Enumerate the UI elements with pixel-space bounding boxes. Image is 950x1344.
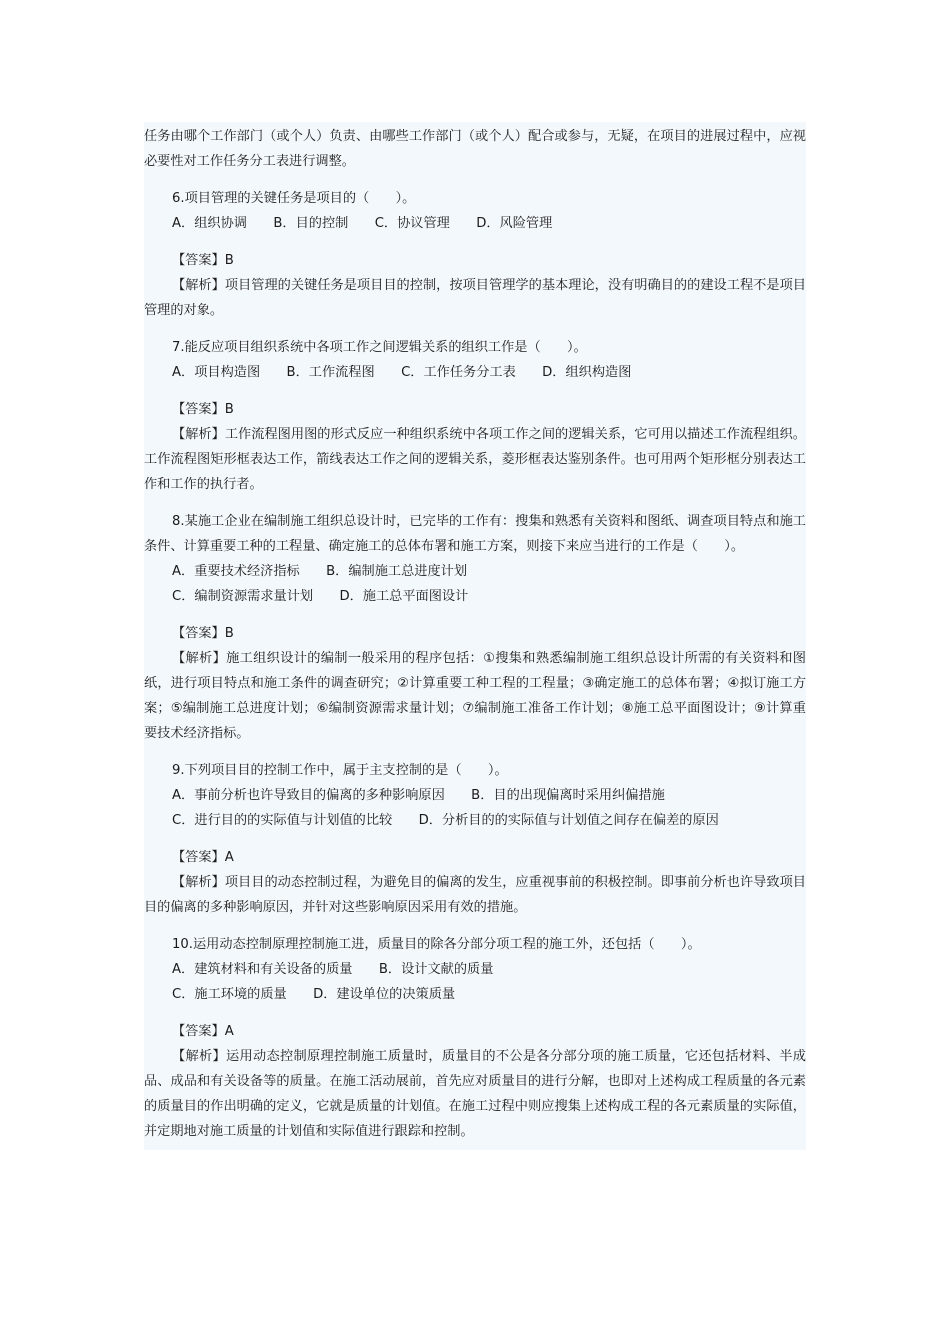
option-line: C．施工环境的质量 D．建设单位的决策质量 (172, 987, 456, 1002)
option-line: A．项目构造图 B．工作流程图 C．工作任务分工表 D．组织构造图 (172, 365, 632, 380)
option-line: A．事前分析也许导致目的偏离的多种影响原因 B．目的出现偏离时采用纠偏措施 (172, 788, 665, 803)
option-line: A．重要技术经济指标 B．编制施工总进度计划 (172, 564, 468, 579)
question-stem: 6.项目管理的关键任务是项目的（ ）。 (172, 191, 416, 206)
question-8 (144, 509, 806, 746)
option-line: C．编制资源需求量计划 D．施工总平面图设计 (172, 589, 469, 604)
answer-line: 【答案】B (172, 402, 234, 417)
question-10 (144, 932, 806, 1144)
question-stem: 9.下列项目目的控制工作中，属于主支控制的是（ ）。 (172, 763, 508, 778)
answer-line: 【答案】A (172, 850, 234, 865)
question-7 (144, 335, 806, 497)
analysis-paragraph: 【解析】项目管理的关键任务是项目目的控制，按项目管理学的基本理论，没有明确目的的建设工程不是项目管理的对象。 (144, 278, 806, 318)
question-stem: 7.能反应项目组织系统中各项工作之间逻辑关系的组织工作是（ ）。 (172, 340, 587, 355)
analysis-paragraph: 【解析】项目目的动态控制过程，为避免目的偏离的发生，应重视事前的积极控制。即事前分析也许导致项目目的偏离的多种影响原因，并针对这些影响原因采用有效的措施。 (144, 875, 806, 915)
analysis-paragraph: 【解析】运用动态控制原理控制施工质量时，质量目的不公是各分部分项的施工质量，它还包括材料、半成品、成品和有关设备等的质量。在施工活动展前，首先应对质量目的进行分解，也即对上述构成工程质量的各元素的质量目的作出明确的定义，它就是质量的计划值。在施工过程中则应搜集上述构成工程的各元素质量的实际值，并定期地对施工质量的计划值和实际值进行跟踪和控制。 (144, 1049, 806, 1139)
intro-paragraph: 任务由哪个工作部门（或个人）负责、由哪些工作部门（或个人）配合或参与，无疑，在项目的进展过程中，应视必要性对工作任务分工表进行调整。 (144, 129, 806, 169)
analysis-paragraph: 【解析】施工组织设计的编制一般采用的程序包括：①搜集和熟悉编制施工组织总设计所需的有关资料和图纸，进行项目特点和施工条件的调查研究；②计算重要工种工程的工程量；③确定施工的总体布署；④拟订施工方案；⑤编制施工总进度计划；⑥编制资源需求量计划；⑦编制施工准备工作计划；⑧施工总平面图设计；⑨计算重要技术经济指标。 (144, 651, 806, 741)
question-stem: 10.运用动态控制原理控制施工进，质量目的除各分部分项工程的施工外，还包括（ ）。 (172, 937, 701, 952)
answer-line: 【答案】B (172, 626, 234, 641)
option-line: A．组织协调 B．目的控制 C．协议管理 D．风险管理 (172, 216, 553, 231)
answer-line: 【答案】A (172, 1024, 234, 1039)
answer-line: 【答案】B (172, 253, 234, 268)
question-6 (144, 186, 806, 323)
question-9 (144, 758, 806, 920)
analysis-paragraph: 【解析】工作流程图用图的形式反应一种组织系统中各项工作之间的逻辑关系，它可用以描述工作流程组织。工作流程图矩形框表达工作，箭线表达工作之间的逻辑关系，菱形框表达鉴别条件。也可用两个矩形框分别表达工作和工作的执行者。 (144, 427, 806, 492)
question-stem: 8.某施工企业在编制施工组织总设计时，已完毕的工作有：搜集和熟悉有关资料和图纸、调查项目特点和施工条件、计算重要工种的工程量、确定施工的总体布署和施工方案，则接下来应当进行的工作是（ ）。 (144, 514, 806, 554)
option-line: A．建筑材料和有关设备的质量 B．设计文献的质量 (172, 962, 494, 977)
option-line: C．进行目的的实际值与计划值的比较 D．分析目的的实际值与计划值之间存在偏差的原因 (172, 813, 719, 828)
document-body (144, 122, 806, 1150)
